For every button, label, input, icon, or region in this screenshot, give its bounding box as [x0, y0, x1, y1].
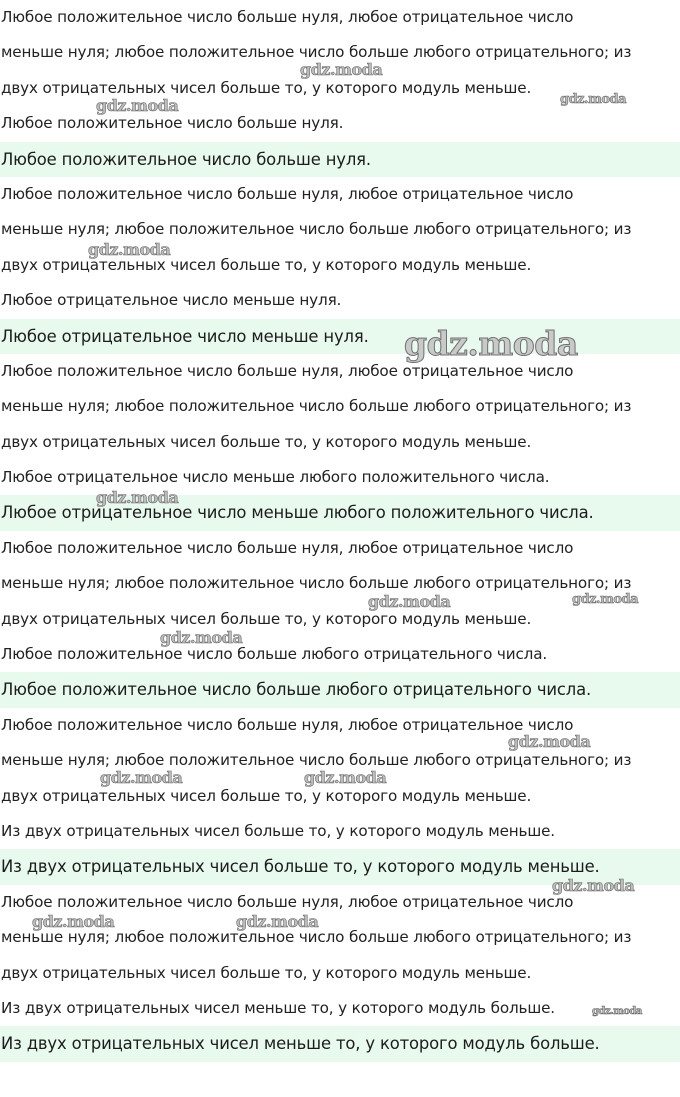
statement-line: меньше нуля; любое положительное число больше любого отрицательного; из — [1, 397, 632, 416]
exercise-block — [0, 177, 680, 354]
statement-line: двух отрицательных чисел больше то, у которого модуль меньше. — [1, 78, 532, 97]
exercise-block — [0, 354, 680, 531]
statement-line: Любое положительное число больше нуля, любое отрицательное число — [1, 538, 574, 557]
option-text: Любое отрицательное число меньше нуля. — [1, 291, 342, 310]
watermark: gdz.moda — [304, 768, 387, 787]
statement-line: двух отрицательных чисел больше то, у которого модуль меньше. — [1, 432, 532, 451]
answer-highlight: Любое положительное число больше любого отрицательного числа. — [0, 672, 680, 707]
watermark: gdz.moda — [300, 60, 383, 79]
watermark: gdz.moda — [560, 92, 627, 107]
answer-highlight: Любое положительное число больше нуля. — [0, 142, 680, 177]
watermark: gdz.moda — [100, 768, 183, 787]
statement-line: меньше нуля; любое положительное число больше любого отрицательного; из — [1, 220, 632, 239]
watermark: gdz.moda — [552, 876, 635, 895]
answer-highlight: Любое отрицательное число меньше любого положительного числа. — [0, 495, 680, 530]
statement-line: двух отрицательных чисел больше то, у которого модуль меньше. — [1, 786, 532, 805]
option-text: Из двух отрицательных чисел больше то, у которого модуль меньше. — [1, 821, 555, 840]
statement-line: Любое положительное число больше нуля, любое отрицательное число — [1, 892, 574, 911]
statement-line: Любое положительное число больше нуля, любое отрицательное число — [1, 361, 574, 380]
watermark: gdz.moda — [404, 324, 578, 363]
statement-line: меньше нуля; любое положительное число больше любого отрицательного; из — [1, 43, 632, 62]
watermark: gdz.moda — [160, 628, 243, 647]
watermark: gdz.moda — [96, 488, 179, 507]
option-text: Из двух отрицательных чисел меньше то, у которого модуль больше. — [1, 998, 555, 1017]
exercise-block — [0, 531, 680, 708]
statement-line: Любое положительное число больше нуля, любое отрицательное число — [1, 184, 574, 203]
statement-line: двух отрицательных чисел больше то, у которого модуль меньше. — [1, 963, 532, 982]
statement-line: Любое положительное число больше нуля, любое отрицательное число — [1, 8, 574, 26]
watermark: gdz.moda — [572, 592, 639, 607]
answer-highlight: Любое отрицательное число меньше нуля. — [0, 319, 680, 354]
watermark: gdz.moda — [88, 240, 171, 259]
option-text: Любое отрицательное число меньше любого положительного числа. — [1, 468, 550, 487]
statement-line: двух отрицательных чисел больше то, у которого модуль меньше. — [1, 609, 532, 628]
answer-highlight: Из двух отрицательных чисел больше то, у которого модуль меньше. — [0, 849, 680, 884]
watermark: gdz.moda — [592, 1006, 642, 1017]
exercise-block — [0, 708, 680, 885]
watermark: gdz.moda — [236, 912, 319, 931]
statement-line: двух отрицательных чисел больше то, у которого модуль меньше. — [1, 255, 532, 274]
statement-line: меньше нуля; любое положительное число больше любого отрицательного; из — [1, 928, 632, 947]
option-text: Любое положительное число больше нуля. — [1, 114, 344, 133]
watermark: gdz.moda — [96, 96, 179, 115]
exercise-block — [0, 0, 680, 177]
exercise-block — [0, 885, 680, 1062]
option-text: Любое положительное число больше любого отрицательного числа. — [1, 645, 548, 664]
answer-highlight: Из двух отрицательных чисел меньше то, у которого модуль больше. — [0, 1026, 680, 1061]
watermark: gdz.moda — [368, 592, 451, 611]
statement-line: меньше нуля; любое положительное число больше любого отрицательного; из — [1, 574, 632, 593]
watermark: gdz.moda — [32, 912, 115, 931]
statement-line: меньше нуля; любое положительное число больше любого отрицательного; из — [1, 751, 632, 770]
statement-line: Любое положительное число больше нуля, любое отрицательное число — [1, 715, 574, 734]
watermark: gdz.moda — [508, 732, 591, 751]
